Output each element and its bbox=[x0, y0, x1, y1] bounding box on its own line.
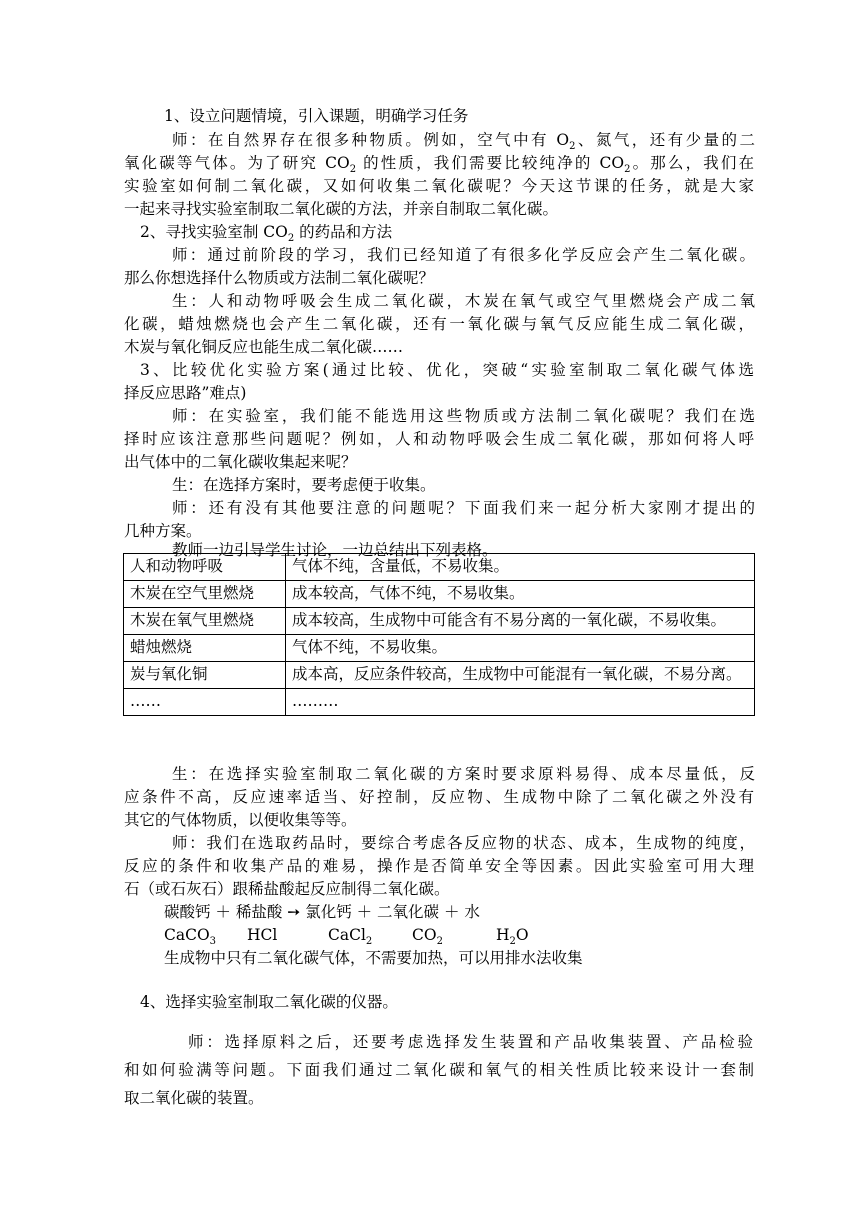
formula-caco3: CaCO$_3$ bbox=[164, 926, 217, 948]
s1-teacher-line4: 一起来寻找实验室制取二氧化碳的方法，并亲自制取二氧化碳。 bbox=[124, 200, 559, 218]
s3-teacher3-line2: 反应的条件和收集产品的难易，操作是否简单安全等因素。因此实验室可用大理 bbox=[124, 857, 754, 875]
equation-note: 生成物中只有二氧化碳气体，不需要加热，可以用排水法收集 bbox=[164, 949, 583, 967]
table-intro: 教师一边引导学生讨论，一边总结出下列表格。 bbox=[172, 541, 498, 559]
formula-cacl2: CaCl$_2$ bbox=[328, 926, 373, 948]
formula-equation bbox=[164, 925, 564, 948]
s3-teacher-line3: 出气体中的二氧化碳收集起来呢？ bbox=[124, 453, 357, 471]
table-row bbox=[124, 662, 755, 689]
s3-teacher-line2: 择时应该注意那些问题呢？例如，人和动物呼吸会生成二氧化碳，那如何将人呼 bbox=[124, 430, 754, 448]
table-cell: 成本较高，气体不纯，不易收集。 bbox=[286, 581, 755, 608]
section-1-heading: 1、设立问题情境，引入课题，明确学习任务 bbox=[164, 107, 469, 125]
s3-student2-line2: 应条件不高，反应速率适当、好控制，反应物、生成物中除了二氧化碳之外没有 bbox=[124, 788, 754, 806]
s3-student2-line3: 其它的气体物质，以便收集等等。 bbox=[124, 811, 357, 829]
table-cell: 蜡烛燃烧 bbox=[124, 635, 286, 662]
section-3-heading-line2: 择反应思路”难点) bbox=[124, 384, 247, 402]
table-cell: 成本高，反应条件较高，生成物中可能混有一氧化碳，不易分离。 bbox=[286, 662, 755, 689]
table-cell: 成本较高，生成物中可能含有不易分离的一氧化碳，不易收集。 bbox=[286, 608, 755, 635]
s1-teacher-line1: 师：在自然界存在很多种物质。例如，空气中有 $O_2$、氮气，还有少量的二 bbox=[172, 131, 755, 153]
s4-teacher-line2: 和如何验满等问题。下面我们通过二氧化碳和氧气的相关性质比较来设计一套制 bbox=[124, 1061, 754, 1079]
s3-teacher3-line1: 师：我们在选取药品时，要综合考虑各反应物的状态、成本，生成物的纯度， bbox=[172, 834, 755, 852]
s2-teacher-line1: 师：通过前阶段的学习，我们已经知道了有很多化学反应会产生二氧化碳。 bbox=[172, 246, 755, 264]
section-3-heading-line1: 3、比较优化实验方案(通过比较、优化，突破“实验室制取二氧化碳气体选 bbox=[140, 361, 754, 379]
section-2-heading: 2、寻找实验室制 $CO_2$ 的药品和方法 bbox=[140, 223, 393, 245]
s4-teacher-line3: 取二氧化碳的装置。 bbox=[124, 1089, 264, 1107]
s3-teacher-line1: 师：在实验室，我们能不能选用这些物质或方法制二氧化碳呢？我们在选 bbox=[172, 407, 755, 425]
word-equation: 碳酸钙 ＋ 稀盐酸 ➙ 氯化钙 ＋ 二氧化碳 ＋ 水 bbox=[164, 903, 480, 921]
s2-student-line2: 化碳，蜡烛燃烧也会产生二氧化碳，还有一氧化碳与氧气反应能生成二氧化碳， bbox=[124, 315, 754, 333]
s3-student-line: 生：在选择方案时，要考虑便于收集。 bbox=[172, 476, 436, 494]
formula-co2: $CO_2$ bbox=[412, 926, 443, 948]
table-cell: 人和动物呼吸 bbox=[124, 554, 286, 581]
s3-teacher3-line3: 石（或石灰石）跟稀盐酸起反应制得二氧化碳。 bbox=[124, 880, 450, 898]
table-cell: 炭与氧化铜 bbox=[124, 662, 286, 689]
table-row bbox=[124, 635, 755, 662]
table-cell: …… bbox=[124, 689, 286, 716]
table-row bbox=[124, 581, 755, 608]
formula-hcl: HCl bbox=[247, 926, 278, 944]
table-row bbox=[124, 689, 755, 716]
table-row bbox=[124, 608, 755, 635]
formula-h2o: $H_2O$ bbox=[496, 926, 529, 948]
s1-teacher-line3: 实验室如何制二氧化碳，又如何收集二氧化碳呢？今天这节课的任务，就是大家 bbox=[124, 177, 754, 195]
table-cell: 木炭在空气里燃烧 bbox=[124, 581, 286, 608]
s2-student-line3: 木炭与氧化铜反应也能生成二氧化碳…… bbox=[124, 338, 404, 356]
table-row bbox=[124, 554, 755, 581]
s3-student2-line1: 生：在选择实验室制取二氧化碳的方案时要求原料易得、成本尽量低，反 bbox=[172, 765, 755, 783]
s1-teacher-line2: 氧化碳等气体。为了研究 $CO_2$ 的性质，我们需要比较纯净的 $CO_2$。那么，我们在 bbox=[124, 154, 754, 176]
comparison-table bbox=[123, 553, 755, 716]
table-cell: ……… bbox=[286, 689, 755, 716]
table-cell: 木炭在氧气里燃烧 bbox=[124, 608, 286, 635]
table-cell: 气体不纯，含量低，不易收集。 bbox=[286, 554, 755, 581]
s3-teacher2-line1: 师：还有没有其他要注意的问题呢？下面我们来一起分析大家刚才提出的 bbox=[172, 499, 755, 517]
s4-teacher-line1: 师：选择原料之后，还要考虑选择发生装置和产品收集装置、产品检验 bbox=[188, 1033, 753, 1051]
table-cell: 气体不纯，不易收集。 bbox=[286, 635, 755, 662]
section-4-heading: 4、选择实验室制取二氧化碳的仪器。 bbox=[140, 993, 398, 1011]
s2-teacher-line2: 那么你想选择什么物质或方法制二氧化碳呢？ bbox=[124, 269, 435, 287]
s3-teacher2-line2: 几种方案。 bbox=[124, 522, 202, 540]
s2-student-line1: 生：人和动物呼吸会生成二氧化碳，木炭在氧气或空气里燃烧会产成二氧 bbox=[172, 292, 755, 310]
